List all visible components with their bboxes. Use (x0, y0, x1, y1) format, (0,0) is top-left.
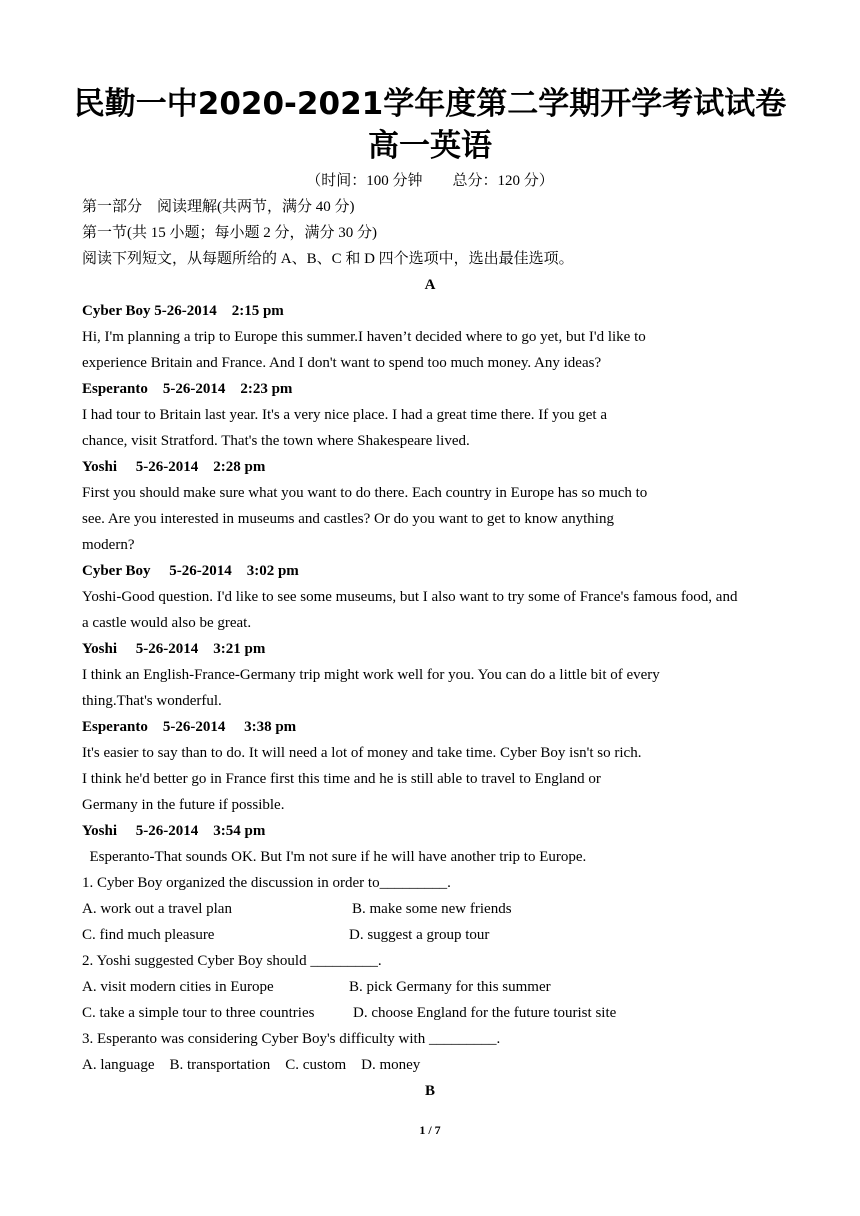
post-text: It's easier to say than to do. It will need a lot of money and take time. Cyber Boy isn't so rich. (82, 745, 642, 761)
section1-heading: 第一节(共 15 小题；每小题 2 分，满分 30 分) (82, 225, 377, 241)
post-text: see. Are you interested in museums and castles? Or do you want to get to know anything (82, 511, 614, 527)
option-1b: B. make some new friends (352, 901, 512, 917)
option-2d: D. choose England for the future tourist site (353, 1005, 617, 1021)
post-text: First you should make sure what you want to do there. Each country in Europe has so much to (82, 485, 648, 501)
time-info: （时间：100 分钟 总分：120 分） (306, 173, 554, 189)
post-text: I think he'd better go in France first this time and he is still able to travel to England or (82, 771, 601, 787)
question-2: 2. Yoshi suggested Cyber Boy should _________. (82, 953, 382, 969)
post-header: Yoshi 5-26-2014 3:21 pm (82, 641, 266, 657)
post-header: Esperanto 5-26-2014 3:38 pm (82, 719, 297, 735)
option-2a: A. visit modern cities in Europe (82, 979, 274, 995)
option-1a: A. work out a travel plan (82, 901, 232, 917)
option-1d: D. suggest a group tour (349, 927, 490, 943)
exam-subtitle: 高一英语 (368, 128, 492, 164)
passage-b-label: B (424, 1083, 435, 1099)
option-2b: B. pick Germany for this summer (349, 979, 551, 995)
post-header: Cyber Boy 5-26-2014 2:15 pm (82, 303, 284, 319)
post-text: a castle would also be great. (82, 615, 252, 631)
post-text: Yoshi-Good question. I'd like to see some museums, but I also want to try some of France's famous food, and (82, 589, 738, 605)
post-text: I had tour to Britain last year. It's a very nice place. I had a great time there. If you get a (82, 407, 607, 423)
post-text: Hi, I'm planning a trip to Europe this summer.I haven’t decided where to go yet, but I'd like to (82, 329, 646, 345)
post-header: Yoshi 5-26-2014 3:54 pm (82, 823, 266, 839)
instruction: 阅读下列短文，从每题所给的 A、B、C 和 D 四个选项中，选出最佳选项。 (82, 251, 574, 267)
post-text: I think an English-France-Germany trip might work well for you. You can do a little bit of every (82, 667, 660, 683)
exam-title: 民勤一中2020-2021学年度第二学期开学考试试卷 (73, 86, 787, 122)
post-header: Esperanto 5-26-2014 2:23 pm (82, 381, 293, 397)
options-3: A. language B. transportation C. custom D. money (82, 1057, 421, 1073)
page-number: 1 / 7 (419, 1123, 441, 1137)
option-1c: C. find much pleasure (82, 927, 215, 943)
part1-heading: 第一部分 阅读理解(共两节，满分 40 分) (82, 199, 355, 215)
post-text: chance, visit Stratford. That's the town where Shakespeare lived. (82, 433, 470, 449)
question-1: 1. Cyber Boy organized the discussion in order to_________. (82, 875, 451, 891)
question-3: 3. Esperanto was considering Cyber Boy's difficulty with _________. (82, 1031, 501, 1047)
post-text: thing.That's wonderful. (82, 693, 222, 709)
post-text: Germany in the future if possible. (82, 797, 285, 813)
post-text: experience Britain and France. And I don't want to spend too much money. Any ideas? (82, 355, 602, 371)
option-2c: C. take a simple tour to three countries (82, 1005, 315, 1021)
post-text: modern? (82, 537, 135, 553)
passage-a-label: A (424, 277, 436, 293)
post-text: Esperanto-That sounds OK. But I'm not sure if he will have another trip to Europe. (82, 849, 587, 865)
post-header: Yoshi 5-26-2014 2:28 pm (82, 459, 266, 475)
post-header: Cyber Boy 5-26-2014 3:02 pm (82, 563, 299, 579)
